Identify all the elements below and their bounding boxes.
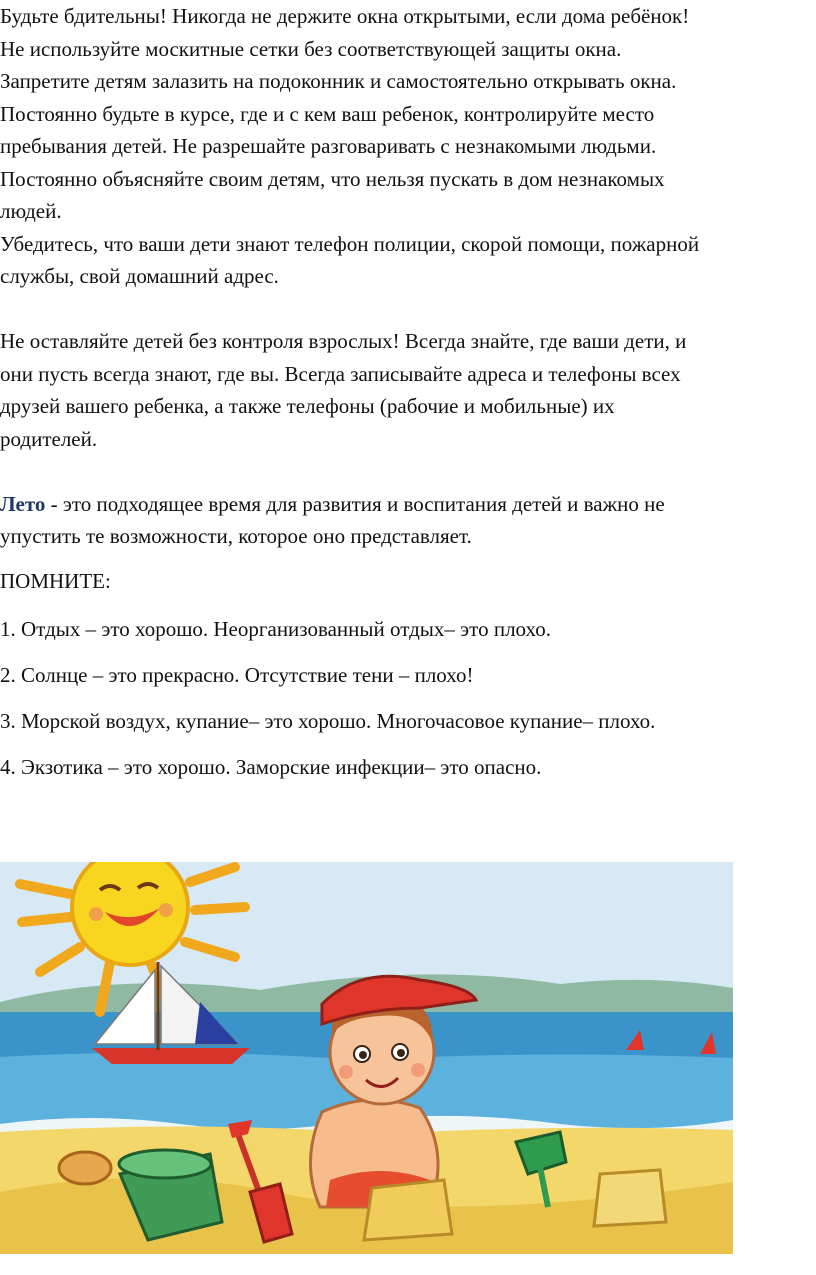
rule-item: 4. Экзотика – это хорошо. Заморские инфекции– это опасно. — [0, 755, 542, 779]
text-line: друзей вашего ребенка, а также телефоны (рабочие и мобильные) их — [0, 394, 615, 418]
rule-item: 1. Отдых – это хорошо. Неорганизованный отдых– это плохо. — [0, 617, 551, 641]
paragraph-gap — [0, 293, 816, 326]
text-line: родителей. — [0, 426, 98, 451]
paragraph-supervision — [0, 325, 816, 455]
text-line: Постоянно объясняйте своим детям, что нельзя пускать в дом незнакомых — [0, 166, 665, 191]
text-line: Не используйте москитные сетки без соответствующей защиты окна. — [0, 36, 622, 61]
rules-list — [0, 606, 816, 790]
text-line: Не оставляйте детей без контроля взрослых! Всегда знайте, где ваши дети, и — [0, 329, 687, 353]
remember-heading: ПОМНИТЕ: — [0, 568, 111, 593]
text-line: Будьте бдительны! Никогда не держите окна открытыми, если дома ребёнок! — [0, 4, 690, 28]
text-line: упустить те возможности, которое оно представляет. — [0, 524, 472, 548]
summer-text: - это подходящее время для развития и воспитания детей и важно не — [45, 491, 665, 516]
text-line: пребывания детей. Не разрешайте разговаривать с незнакомыми людьми. — [0, 134, 657, 158]
text-line: людей. — [0, 199, 62, 223]
text-line: Постоянно будьте в курсе, где и с кем ваш ребенок, контролируйте место — [0, 101, 655, 126]
beach-illustration — [0, 862, 733, 1254]
beach-scene-image — [0, 862, 733, 1254]
text-line: Убедитесь, что ваши дети знают телефон полиции, скорой помощи, пожарной — [0, 231, 700, 256]
text-line: они пусть всегда знают, где вы. Всегда записывайте адреса и телефоны всех — [0, 361, 681, 386]
paragraph-gap — [0, 455, 816, 488]
summer-word: Лето — [0, 491, 46, 516]
text-line: службы, свой домашний адрес. — [0, 264, 279, 288]
shell-icon — [59, 1152, 111, 1184]
text-line: Запретите детям залазить на подоконник и самостоятельно открывать окна. — [0, 69, 677, 93]
document-text — [0, 0, 816, 597]
rule-item: 2. Солнце – это прекрасно. Отсутствие тени – плохо! — [0, 663, 474, 687]
rule-item: 3. Морской воздух, купание– это хорошо. Многочасовое купание– плохо. — [0, 709, 656, 733]
paragraph-summer — [0, 488, 816, 553]
text-line — [0, 488, 816, 521]
paragraph-window-safety — [0, 0, 816, 293]
